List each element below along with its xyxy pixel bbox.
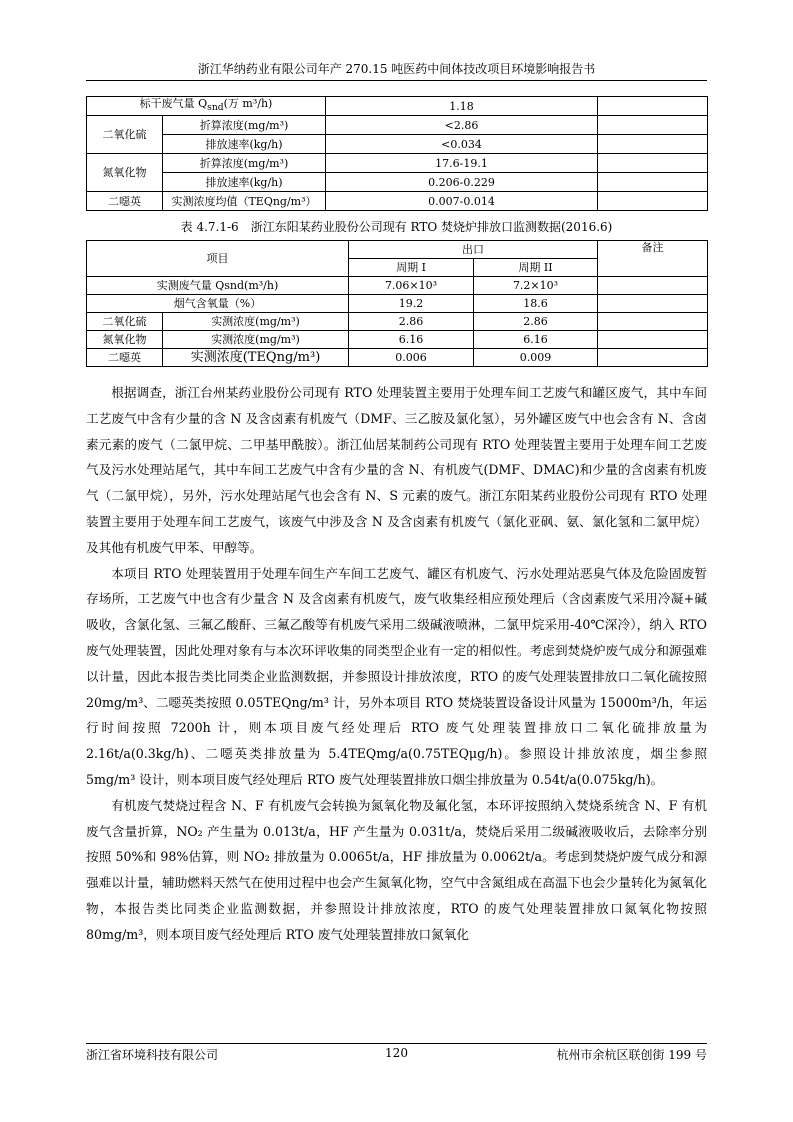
row-label: 实测浓度(mg/m³) [163,313,349,331]
row-value: 1.18 [326,97,598,116]
group-label: 氮氧化物 [87,154,163,192]
blank-cell [598,331,708,349]
row-value: 17.6-19.1 [326,154,598,173]
row-value: <0.034 [326,135,598,154]
period-2-value: 0.009 [474,349,598,367]
period-1-value: 19.2 [349,295,474,313]
header-item: 项目 [87,241,349,277]
blank-cell [598,349,708,367]
period-1-value: 2.86 [349,313,474,331]
blank-cell [598,116,708,135]
period-2-value: 6.16 [474,331,598,349]
row-label: 折算浓度(mg/m³) [163,116,326,135]
blank-cell [598,277,708,295]
emission-table-2 [86,240,708,367]
header-period-2: 周期 II [474,259,598,277]
period-1-value: 7.06×10³ [349,277,474,295]
blank-cell [598,135,708,154]
row-value: <2.86 [326,116,598,135]
period-2-value: 7.2×10³ [474,277,598,295]
paragraph: 本项目 RTO 处理装置用于处理车间生产车间工艺废气、罐区有机废气、污水处理站恶臭气体及危险固废暂存场所，工艺废气中也含有少量含 N 及含卤素有机废气，废气收集经相应预处理后（含卤素废气采用冷凝+碱吸收，含氯化氢、三氟乙酸酐、三氟乙酸等有机废气采用二级碱液喷淋，二氯甲烷采用-40℃深冷），纳入 RTO 废气处理装置，因此处理对象有与本次环评收集的同类型企业有一定的相似性。考虑到焚烧炉废气成分和源强难以计量，因此本报告类比同类企业监测数据，并参照设计排放浓度，RTO 的废气处理装置排放口二氧化硫按照 20mg/m³、二噁英类按照 0.05TEQng/m³ 计，另外本项目 RTO 焚烧装置设备设计风量为 15000m³/h，年运行时间按照 7200h 计，则本项目废气经处理后 RTO 废气处理装置排放口二氧化硫排放量为 2.16t/a(0.3kg/h)、二噁英类排放量为 5.4TEQmg/a(0.75TEQμg/h)。参照设计排放浓度，烟尘参照 5mg/m³ 设计，则本项目废气经处理后 RTO 废气处理装置排放口烟尘排放量为 0.54t/a(0.075kg/h)。 [86,565,707,787]
row-label: 实测浓度(TEQng/m³) [163,349,349,367]
row-label: 标干废气量 $Q_{snd}$(万 m³/h) [87,97,326,116]
row-label: 实测浓度(mg/m³) [163,331,349,349]
page-header: 浙江华纳药业有限公司年产 270.15 吨医药中间体技改项目环境影响报告书 [197,62,596,76]
blank-cell [598,173,708,192]
group-label: 二噁英 [87,192,163,211]
row-label: 实测废气量 Qsnd(m³/h) [87,277,349,295]
table-row [87,116,708,135]
period-2-value: 18.6 [474,295,598,313]
blank-cell [598,154,708,173]
table-row [87,277,708,295]
group-label: 二噁英 [87,349,163,367]
row-value: 0.007-0.014 [326,192,598,211]
emission-table-1 [86,96,708,211]
paragraph: 有机废气焚烧过程含 N、F 有机废气会转换为氮氧化物及氟化氢，本环评按照纳入焚烧系统含 N、F 有机废气含量折算，NO₂ 产生量为 0.013t/a，HF 产生量为 0.031t/a，焚烧后采用二级碱液吸收后，去除率分别按照 50%和 98%估算，则 NO₂ 排放量为 0.0065t/a，HF 排放量为 0.0062t/a。考虑到焚烧炉废气成分和源强难以计量，辅助燃料天然气在使用过程中也会产生氮氧化物，空气中含氮组成在高温下也会少量转化为氮氧化物，本报告类比同类企业监测数据，并参照设计排放浓度，RTO 的废气处理装置排放口氮氧化物按照 80mg/m³，则本项目废气经处理后 RTO 废气处理装置排放口氮氧化 [86,797,707,942]
group-label: 氮氧化物 [87,331,163,349]
table-row [87,331,708,349]
row-label: 烟气含氧量（%） [87,295,349,313]
header-outlet: 出口 [349,241,598,259]
group-label: 二氧化硫 [87,313,163,331]
row-value: 0.206-0.229 [326,173,598,192]
footer-company: 浙江省环境科技有限公司 [86,1048,219,1062]
table-row [87,349,708,367]
table-row [87,313,708,331]
header-remark: 备注 [598,241,708,277]
paragraph: 根据调查，浙江台州某药业股份公司现有 RTO 处理装置主要用于处理车间工艺废气和罐区废气，其中车间工艺废气中含有少量的含 N 及含卤素有机废气（DMF、三乙胺及氯化氢），另外罐区废气中也会含有 N、含卤素元素的废气（二氯甲烷、二甲基甲酰胺）。浙江仙居某制药公司现有 RTO 处理装置主要用于处理车间工艺废气及污水处理站尾气，其中车间工艺废气中含有少量的含 N、有机废气(DMF、DMAC)和少量的含卤素有机废气（二氯甲烷），另外，污水处理站尾气也会含有 N、S 元素的废气。浙江东阳某药业股份公司现有 RTO 处理装置主要用于处理车间工艺废气，该废气中涉及含 N 及含卤素有机废气（氯化亚砜、氨、氯化氢和二氯甲烷）及其他有机废气甲苯、甲醇等。 [86,385,707,555]
period-2-value: 2.86 [474,313,598,331]
row-label: 实测浓度均值（TEQng/m³） [163,192,326,211]
body-text [86,380,707,948]
group-label: 二氧化硫 [87,116,163,154]
row-label: 排放速率(kg/h) [163,135,326,154]
table-header-row [87,241,708,259]
row-label: 排放速率(kg/h) [163,173,326,192]
table-caption: 表 4.7.1-6 浙江东阳某药业股份公司现有 RTO 焚烧炉排放口监测数据(2016.6) [180,220,613,234]
table-row [87,135,708,154]
row-label: 折算浓度(mg/m³) [163,154,326,173]
table-row [87,192,708,211]
blank-cell [598,192,708,211]
table-row [87,173,708,192]
table-row [87,154,708,173]
blank-cell [598,313,708,331]
footer-address: 杭州市余杭区联创街 199 号 [556,1048,707,1062]
period-1-value: 6.16 [349,331,474,349]
blank-cell [598,295,708,313]
table-row [87,295,708,313]
table-row [87,97,708,116]
header-period-1: 周期 I [349,259,474,277]
page-number: 120 [385,1046,408,1060]
blank-cell [598,97,708,116]
header-rule [86,80,707,81]
footer-rule [86,1043,707,1044]
period-1-value: 0.006 [349,349,474,367]
